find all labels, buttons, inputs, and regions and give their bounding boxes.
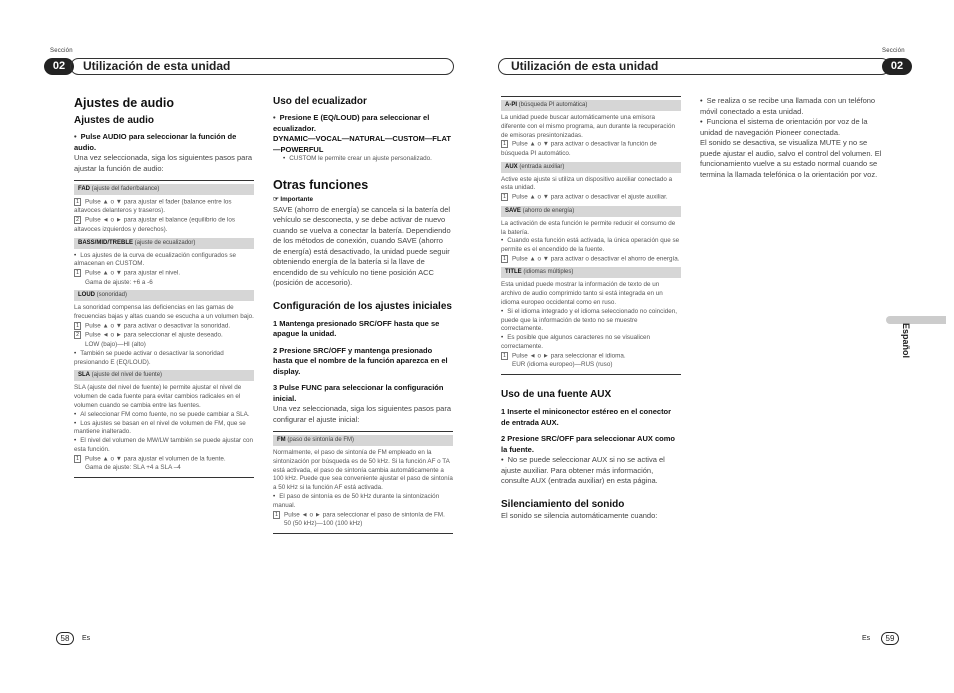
heading-otras-funciones: Otras funciones — [273, 177, 369, 192]
language-tab — [886, 316, 946, 324]
column-1: Ajustes de audio Ajustes de audio • Pulse AUDIO para seleccionar la función de audio. Una vez seleccionada, siga los siguientes pasos para ajustar la función de audio: FAD (ajuste del fader/balance) 1 Pulse ▲ o ▼ para ajustar el fader (balance entre los altavoces delanteros y traseros). 2 Pulse ◄ o ► para ajustar el balance (equilibrio de los altavoces izquierdos y derechos). BASS/MID/TREBLE (ajuste de ecualizador) • Los ajustes de la curva de ecualización configurados se almacenan en CUSTOM. 1 Pulse ▲ o ▼ para ajustar el nivel. Gama de ajuste: +6 a -6 LOUD (sonoridad) La sonoridad compensa las deficiencias en las gamas de frecuencias bajas y altas cuando se escucha a un volumen bajo. 1 Pulse ▲ o ▼ para activar o desactivar la sonoridad. 2 Pulse ◄ o ► para seleccionar el ajuste deseado. LOW (bajo)—HI (alto) • También se puede activar o desactivar la sonoridad presionando E (EQ/LOUD). SLA (ajuste del nivel de fuente) SLA (ajuste del nivel de fuente) le permite ajustar el nivel de volumen de cada fuente para evitar cambios radicales en el volumen cuando se cambia entre las fuentes. • Al seleccionar FM como fuente, no se puede cambiar a SLA. • Los ajustes se basan en el nivel de volumen de FM, que se mantiene inalterado. • El nivel del volumen de MW/LW también se puede ajustar con esta función. 1 Pulse ▲ o ▼ para ajustar el volumen de la fuente. Gama de ajuste: SLA +4 a SLA –4 — [74, 96, 254, 478]
column-3: A-PI (búsqueda PI automática) La unidad puede buscar automáticamente una emisora diferente con el mismo programa, aun durante la recuperación de emisoras presintonizadas. 1 Pulse ▲ o ▼ para activar o desactivar la función de búsqueda PI automático. AUX (entrada auxiliar) Active este ajuste si utiliza un dispositivo auxiliar conectado a esta unidad. 1 Pulse ▲ o ▼ para activar o desactivar el ajuste auxiliar. SAVE (ahorro de energía) La activación de esta función le permite reducir el consumo de la batería. • Cuando esta función está activada, la única operación que se permite es el encendido de la fuente. 1 Pulse ▲ o ▼ para activar o desactivar el ahorro de energía. TITLE (idiomas múltiples) Esta unidad puede mostrar la información de texto de un archivo de audio comprimido tanto si está integrada en un idioma europeo occidental como en ruso. • Si el idioma integrado y el idioma seleccionado no coinciden, puede que la información de texto no se muestre correctamente. • Es posible que algunos caracteres no se visualicen correctamente. 1 Pulse ◄ o ► para seleccionar el idioma. EUR (idioma europeo)—RUS (ruso) Uso de una fuente AUX 1 Inserte el miniconector estéreo en el conector de entrada AUX. 2 Presione SRC/OFF para seleccionar AUX como la fuente. • No se puede seleccionar AUX si no se activa el ajuste auxiliar. Para obtener más información, consulte AUX (entrada auxiliar) en esta página. Silenciamiento del sonido El sonido se silencia automáticamente cuando: — [501, 96, 681, 521]
subheading-ajustes-audio: Ajustes de audio — [74, 115, 155, 126]
heading-silenciamiento: Silenciamiento del sonido — [501, 498, 625, 510]
sla-bar: SLA (ajuste del nivel de fuente) — [74, 370, 254, 381]
section-title-left: Utilización de esta unidad — [70, 58, 454, 75]
heading-ecualizador: Uso del ecualizador — [273, 96, 367, 107]
loud-bar: LOUD (sonoridad) — [74, 290, 254, 301]
fm-bar: FM (paso de sintonía de FM) — [273, 435, 453, 446]
section-number-right: 02 — [882, 58, 912, 75]
title-bar: TITLE (idiomas múltiples) — [501, 267, 681, 278]
section-label-left: Sección — [50, 48, 73, 54]
lang-code-right: Es — [862, 635, 871, 642]
page-number-right: 59 — [881, 632, 899, 645]
audio-instruction: • Pulse AUDIO para seleccionar la función de audio. — [74, 132, 254, 153]
api-bar: A-PI (búsqueda PI automática) — [501, 100, 681, 111]
audio-paragraph: Una vez seleccionada, siga los siguientes pasos para ajustar la función de audio: — [74, 153, 253, 173]
heading-configuracion: Configuración de los ajustes iniciales — [273, 300, 452, 312]
page-number-left: 58 — [56, 632, 74, 645]
save-bar: SAVE (ahorro de energía) — [501, 206, 681, 217]
section-number-left: 02 — [44, 58, 74, 75]
aux-bar: AUX (entrada auxiliar) — [501, 162, 681, 173]
column-4: • Se realiza o se recibe una llamada con un teléfono móvil conectado a esta unidad. • Funciona el sistema de orientación por voz de la unidad de navegación Pioneer conectada. El sonido se desactiva, se visualiza MUTE y no se puede ajustar el audio, salvo el control del volumen. El funcionamiento vuelve a su estado normal cuando se termina la llamada telefónica o la orientación por voz. — [700, 96, 882, 180]
section-title-right: Utilización de esta unidad — [498, 58, 890, 75]
fad-bar: FAD (ajuste del fader/balance) — [74, 184, 254, 195]
section-label-right: Sección — [882, 48, 905, 54]
column-2: Uso del ecualizador • Presione E (EQ/LOUD) para seleccionar el ecualizador. DYNAMIC—VOCAL—NATURAL—CUSTOM—FLAT—POWERFUL • CUSTOM le permite crear un ajuste personalizado. Otras funciones ☞ Importante SAVE (ahorro de energía) se cancela si la batería del vehículo se desconecta, y se debe activar de nuevo cuando se vuelva a conectar la batería. Dependiendo de los métodos de conexión, cuando SAVE (ahorro de energía) está desactivado, la unidad puede seguir obteniendo energía de la batería si la llave de encendido de su vehículo no tiene posición ACC (posición de accesorio). Configuración de los ajustes iniciales 1 Mantenga presionado SRC/OFF hasta que se apague la unidad. 2 Presione SRC/OFF y mantenga presionado hasta que el nombre de la función aparezca en el display. 3 Pulse FUNC para seleccionar la configuración inicial. Una vez seleccionada, siga los siguientes pasos para configurar el ajuste inicial: FM (paso de sintonía de FM) Normalmente, el paso de sintonía de FM empleado en la sintonización por búsqueda es de 50 kHz. Si la función AF o TA está activada, el paso de sintonía cambia automáticamente a 100 kHz. Puede que sea conveniente ajustar el paso de sintonía a 50 kHz si la función AF está activada. • El paso de sintonía es de 50 kHz durante la sintonización manual. 1 Pulse ◄ o ► para seleccionar el paso de sintonía de FM. 50 (50 kHz)—100 (100 kHz) — [273, 96, 453, 534]
lang-code-left: Es — [82, 635, 91, 642]
language-label: Español — [901, 323, 911, 359]
heading-ajustes-audio: Ajustes de audio — [74, 96, 175, 110]
bass-bar: BASS/MID/TREBLE (ajuste de ecualizador) — [74, 238, 254, 249]
heading-aux: Uso de una fuente AUX — [501, 389, 612, 401]
important-icon: ☞ — [273, 195, 281, 203]
